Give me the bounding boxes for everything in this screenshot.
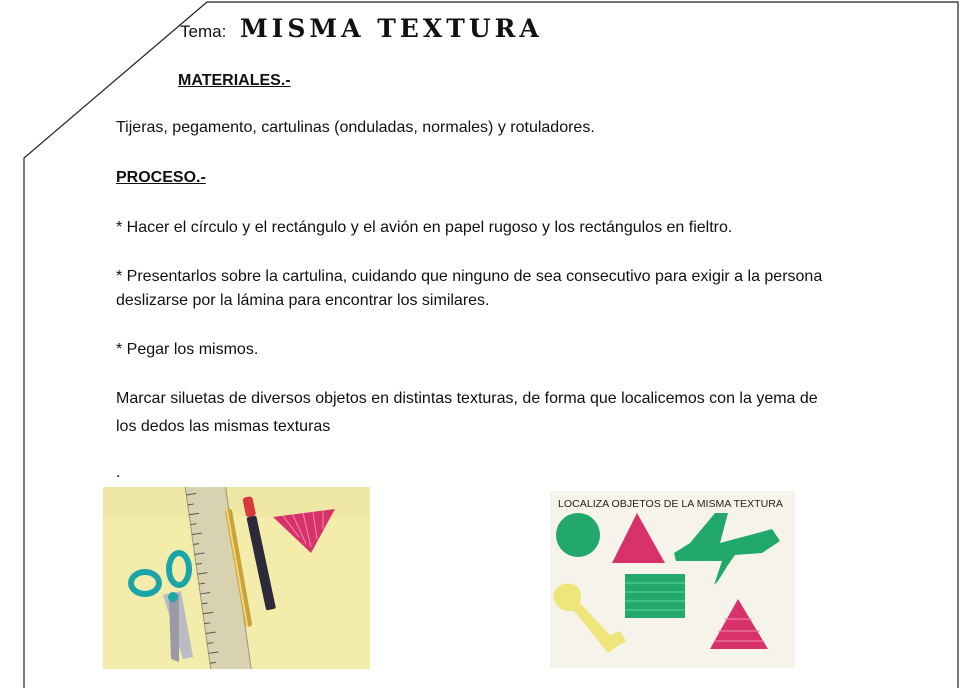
trailing-dot: . <box>116 464 121 481</box>
proceso-heading: PROCESO.- <box>116 169 206 186</box>
proceso-step-3: * Pegar los mismos. <box>116 341 259 358</box>
materiales-text: Tijeras, pegamento, cartulinas (onduladas, normales) y rotuladores. <box>116 119 595 136</box>
page-title: MISMA TEXTURA <box>240 14 543 43</box>
textures-board-photo <box>550 491 795 668</box>
tema-label: Tema: <box>180 22 227 41</box>
materials-photo <box>103 487 370 669</box>
proceso-step-2: * Presentarlos sobre la cartulina, cuidando que ninguno de sea consecutivo para exigir a la persona deslizarse por la lámina para encontrar los similares. <box>116 268 823 309</box>
materiales-heading: MATERIALES.- <box>178 72 291 89</box>
board-caption: LOCALIZA OBJETOS DE LA MISMA TEXTURA <box>558 499 784 510</box>
proceso-closing: Marcar siluetas de diversos objetos en distintas texturas, de forma que localicemos con la yema de los dedos las mismas texturas <box>116 390 818 435</box>
proceso-step-1: * Hacer el círculo y el rectángulo y el avión en papel rugoso y los rectángulos en fieltro. <box>116 219 733 236</box>
